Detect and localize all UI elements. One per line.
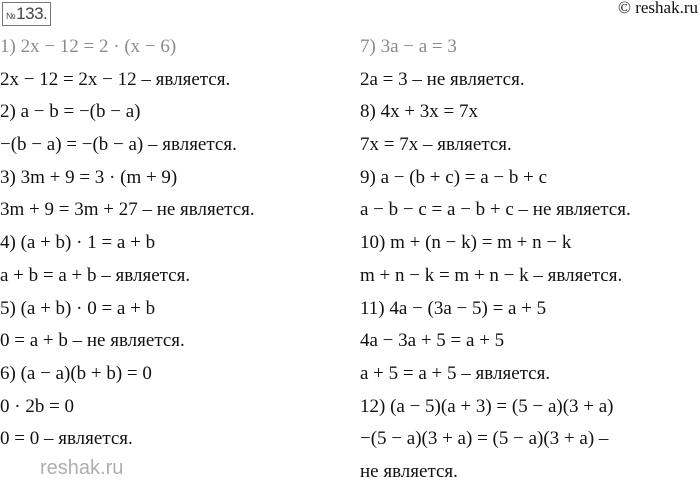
right-column xyxy=(360,31,631,489)
solution-line: 10) m + (n − k) = m + n − k xyxy=(360,232,572,254)
solution-line: 2a = 3 – не является. xyxy=(360,68,525,90)
solution-line: 12) (a − 5)(a + 3) = (5 − a)(3 + a) xyxy=(360,395,614,417)
solution-line: 7x = 7x – является. xyxy=(360,134,512,156)
copyright-text: © reshak.ru xyxy=(618,0,698,17)
solution-line: 0 · 2b = 0 xyxy=(0,395,75,417)
solution-line: 2x − 12 = 2x − 12 – является. xyxy=(0,68,231,90)
solution-line: a + 5 = a + 5 – является. xyxy=(360,362,551,384)
solution-line: 2) a − b = −(b − a) xyxy=(0,101,141,123)
solution-line: 3) 3m + 9 = 3 · (m + 9) xyxy=(0,166,178,188)
number-sign: № xyxy=(6,11,16,21)
problem-number: 133. xyxy=(16,4,48,23)
solution-line: 8) 4x + 3x = 7x xyxy=(360,101,479,123)
solution-line: 5) (a + b) · 0 = a + b xyxy=(0,297,156,319)
solution-line: a + b = a + b – является. xyxy=(0,264,191,286)
task-statement: 7) 3a − a = 3 xyxy=(360,36,457,57)
solution-line: 4a − 3a + 5 = a + 5 xyxy=(360,330,505,352)
left-column xyxy=(0,31,255,456)
solution-line: 3m + 9 = 3m + 27 – не является. xyxy=(0,199,255,221)
solution-line: 9) a − (b + c) = a − b + c xyxy=(360,166,548,188)
solution-line: не является. xyxy=(360,460,458,482)
solution-line: 0 = a + b – не является. xyxy=(0,330,185,352)
solution-line: 4) (a + b) · 1 = a + b xyxy=(0,232,156,254)
solution-line: −(5 − a)(3 + a) = (5 − a)(3 + a) – xyxy=(360,428,609,450)
solution-line: 0 = 0 – является. xyxy=(0,428,133,450)
solution-line: a − b − c = a − b + c – не является. xyxy=(360,199,631,221)
solution-line: 6) (a − a)(b + b) = 0 xyxy=(0,362,152,384)
solution-line: 11) 4a − (3a − 5) = a + 5 xyxy=(360,297,547,319)
solution-line: m + n − k = m + n − k – является. xyxy=(360,264,623,286)
task-statement: 1) 2x − 12 = 2 · (x − 6) xyxy=(0,36,177,57)
watermark: reshak.ru xyxy=(40,457,124,479)
solution-line: −(b − a) = −(b − a) – является. xyxy=(0,134,237,156)
problem-number-box xyxy=(2,2,51,26)
